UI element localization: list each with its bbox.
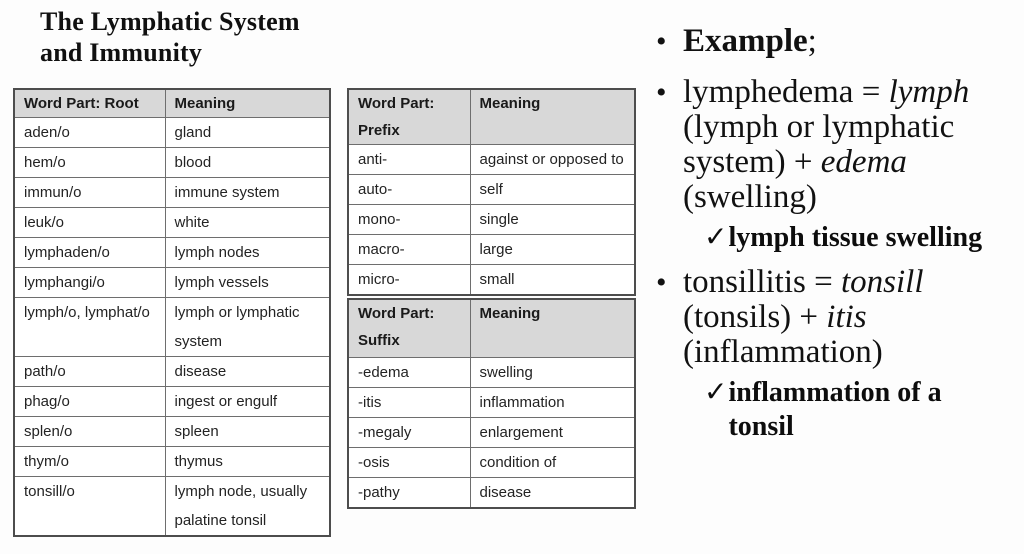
table-cell: lymph/o, lymphat/o <box>14 298 165 357</box>
table-cell: mono- <box>348 205 470 235</box>
table-cell: disease <box>165 357 330 387</box>
table-cell: self <box>470 175 635 205</box>
table-cell: leuk/o <box>14 208 165 238</box>
table-row <box>348 418 635 448</box>
column-header: Meaning <box>470 299 635 358</box>
text-line: lymph tissue swelling <box>728 222 983 253</box>
table-row <box>348 265 635 296</box>
table-cell: -pathy <box>348 478 470 509</box>
table-row <box>348 448 635 478</box>
table-cell: auto- <box>348 175 470 205</box>
table-cell: lymph vessels <box>165 268 330 298</box>
table-header-row <box>14 89 330 118</box>
text-segment: (tonsils) + <box>683 299 827 335</box>
example-heading-punct: ; <box>807 23 817 59</box>
italic-term: tonsill <box>840 264 924 300</box>
title-line-1: The Lymphatic System <box>40 7 300 36</box>
bullet-icon: • <box>656 25 667 58</box>
text-line: tonsil <box>728 411 794 442</box>
table-row <box>14 417 330 447</box>
table-cell: hem/o <box>14 148 165 178</box>
prefix-word-part-table <box>347 88 636 296</box>
table-row <box>14 238 330 268</box>
table-cell: single <box>470 205 635 235</box>
text-line <box>683 75 1022 110</box>
text-line <box>683 180 1022 215</box>
table-cell: -megaly <box>348 418 470 448</box>
table-cell: condition of <box>470 448 635 478</box>
text-line <box>683 145 1022 180</box>
table-row <box>14 387 330 417</box>
table-cell: thym/o <box>14 447 165 477</box>
table-cell: enlargement <box>470 418 635 448</box>
bullet-icon: • <box>656 266 667 299</box>
table-cell: thymus <box>165 447 330 477</box>
text-line <box>683 110 1022 145</box>
table-row <box>14 148 330 178</box>
table-cell: -edema <box>348 358 470 388</box>
table-cell: against or opposed to <box>470 145 635 175</box>
table-row <box>14 357 330 387</box>
text-line <box>683 265 1022 300</box>
table-cell: ingest or engulf <box>165 387 330 417</box>
column-header: Word Part: Suffix <box>348 299 470 358</box>
table-row <box>14 268 330 298</box>
table-cell: -osis <box>348 448 470 478</box>
table-cell: lymph nodes <box>165 238 330 268</box>
table-row <box>348 145 635 175</box>
suffix-word-part-table <box>347 298 636 509</box>
lymphedema-bullet <box>656 75 1022 255</box>
table-cell: lymph or lymphatic system <box>165 298 330 357</box>
text-segment: (inflammation) <box>683 334 883 370</box>
table-cell: gland <box>165 118 330 148</box>
examples-panel <box>656 24 1022 444</box>
table-cell: splen/o <box>14 417 165 447</box>
text-segment: (lymph or lymphatic <box>683 109 955 145</box>
table-cell: white <box>165 208 330 238</box>
tonsillitis-check-note <box>704 376 1022 444</box>
table-cell: aden/o <box>14 118 165 148</box>
title-line-2: and Immunity <box>40 38 203 67</box>
table-cell: phag/o <box>14 387 165 417</box>
italic-term: lymph <box>888 74 970 110</box>
lymphedema-check-note <box>704 221 1022 255</box>
table-row <box>348 205 635 235</box>
column-header: Word Part: Root <box>14 89 165 118</box>
table-row <box>14 447 330 477</box>
table-header-row <box>348 299 635 358</box>
table-cell: lymphangi/o <box>14 268 165 298</box>
table-row <box>348 235 635 265</box>
text-line <box>683 24 1022 59</box>
italic-term: itis <box>826 299 867 335</box>
column-header: Meaning <box>470 89 635 145</box>
table-row <box>348 478 635 509</box>
table-row <box>348 358 635 388</box>
table-cell: inflammation <box>470 388 635 418</box>
table-header-row <box>348 89 635 145</box>
table-cell: large <box>470 235 635 265</box>
check-icon: ✓ <box>704 377 728 408</box>
table-row <box>14 477 330 537</box>
table-cell: lymph node, usually palatine tonsil <box>165 477 330 537</box>
table-cell: spleen <box>165 417 330 447</box>
italic-term: edema <box>820 144 907 180</box>
table-row <box>348 388 635 418</box>
text-segment: tonsillitis = <box>683 264 841 300</box>
table-cell: path/o <box>14 357 165 387</box>
table-cell: disease <box>470 478 635 509</box>
table-cell: macro- <box>348 235 470 265</box>
text-line: inflammation of a <box>728 377 942 408</box>
page-title <box>40 6 300 68</box>
column-header: Meaning <box>165 89 330 118</box>
check-icon: ✓ <box>704 222 728 253</box>
text-segment: lymphedema = <box>683 74 889 110</box>
table-cell: blood <box>165 148 330 178</box>
root-word-part-table <box>13 88 331 537</box>
table-row <box>14 298 330 357</box>
table-cell: -itis <box>348 388 470 418</box>
text-line <box>683 300 1022 335</box>
example-heading <box>656 24 1022 59</box>
column-header: Word Part: Prefix <box>348 89 470 145</box>
table-row <box>14 208 330 238</box>
table-cell: lymphaden/o <box>14 238 165 268</box>
table-row <box>14 118 330 148</box>
table-cell: small <box>470 265 635 296</box>
table-cell: tonsill/o <box>14 477 165 537</box>
bullet-icon: • <box>656 76 667 109</box>
table-cell: micro- <box>348 265 470 296</box>
table-cell: immune system <box>165 178 330 208</box>
table-cell: immun/o <box>14 178 165 208</box>
table-cell: swelling <box>470 358 635 388</box>
text-line <box>683 335 1022 370</box>
tonsillitis-bullet <box>656 265 1022 444</box>
example-heading-text: Example <box>683 23 808 59</box>
table-cell: anti- <box>348 145 470 175</box>
text-segment: (swelling) <box>683 179 817 215</box>
table-row <box>14 178 330 208</box>
text-segment: system) + <box>683 144 821 180</box>
table-row <box>348 175 635 205</box>
